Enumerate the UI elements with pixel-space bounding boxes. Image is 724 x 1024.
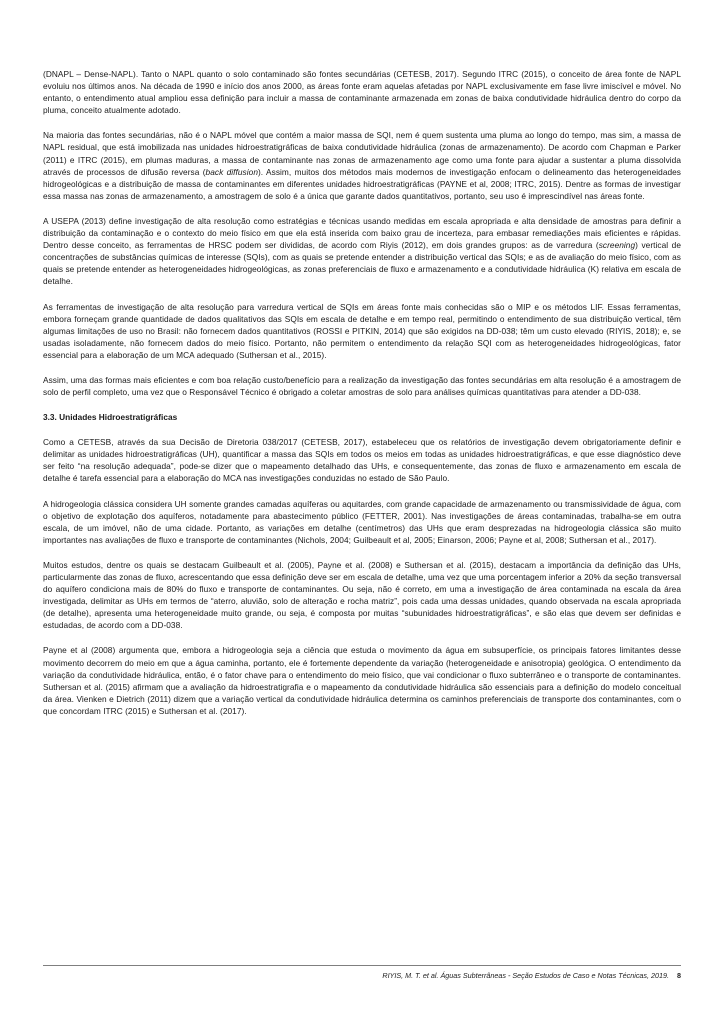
paragraph-8 [43,559,681,632]
paragraph-text: Na maioria das fontes secundárias, não é o NAPL móvel que contém a maior massa de SQI, nem é quem sustenta uma pluma ao longo do tempo, mas sim, a massa de NAPL residual, que está imobilizada nas unidades hidroestratigráficas de baixa condutividade hidráulica (zonas de armazenamento). De acordo com Chapman e Parker (2011) e ITRC (2015), em plumas maduras, a massa de contaminante nas zonas de armazenamento age como uma fonte para ajudar a sustentar a pluma dissolvida através de processos de difusão reversa ( [43,130,681,177]
footer-divider [43,965,681,966]
italic-term: screening [598,240,636,251]
paragraph-text: A USEPA (2013) define investigação de alta resolução como estratégias e técnicas usando medidas em escala apropriada e alta densidade de amostras para definir a distribuição da contaminação e o contexto do meio físico em que ela está inserida com baixo grau de incerteza, para embasar remediações mais eficientes e rápidas. Dentro desse conceito, as ferramentas de HRSC podem ser divididas, de acordo com Riyis (2012), em dois grandes grupos: as de varredura ( [43,215,681,251]
page-number: 8 [677,971,681,980]
paragraph-text: Muitos estudos, dentre os quais se destacam Guilbeault et al. (2005), Payne et al. (2008) e Suthersan et al. (2015), destacam a importância da definição das UHs, particularmente das zonas de fluxo, acrescentando que essa definição deve ser em escala de detalhe, uma vez que uma porcentagem inferior a 20% da seção transversal do aquífero condiciona mais de 80% do fluxo e transporte de contaminantes. Ou seja, não é correto, em uma a investigação de área contaminada na escala da área investigada, delimitar as UHs em termos de “aterro, aluvião, solo de alteração e rocha matriz”, pois cada uma dessas unidades, quando observada na escala apropriada (de detalhe), apresenta uma heterogeneidade muito grande, ou seja, é composta por muitas “subunidades hidroestratigráficas”, e são elas que devem ser definidas e estudadas, de acordo com a DD-038. [43,559,681,631]
paragraph-9 [43,644,681,717]
paragraph-2 [43,129,681,202]
paragraph-text: As ferramentas de investigação de alta resolução para varredura vertical de SQIs em áreas fonte mais conhecidas são o MIP e os métodos LIF. Essas ferramentas, embora forneçam grande quantidade de dados qualitativos das SQIs em escala de detalhe e em tempo real, permitindo o entendimento de sua distribuição vertical, têm algumas limitações de uso no Brasil: não fornecem dados quantitativos (ROSSI e PITKIN, 2014) que são exigidos na DD-038; têm um custo elevado (RIYIS, 2018); e, se usadas isoladamente, não fornecem dados do meio físico. Portanto, não permitem o entendimento da relação SQI com as heterogeneidades hidrogeológicas, fator essencial para a elaboração de um MCA adequado (Suthersan et al., 2015). [43,301,681,360]
paragraph-text: ). Assim, muitos dos métodos mais modernos de investigação enfocam o delineamento das heterogeneidades hidrogeológicas e a distribuição de massa de contaminantes em diferentes unidades hidroestratigráficas (PAYNE et al, 2008; ITRC, 2015). Dentre as formas de investigar essa massa nas zonas de armazenamento, a amostragem de solo é a única que garante dados quantitativos, portanto, seu uso é imprescindível nas áreas fonte. [43,166,682,201]
paragraph-4 [43,301,681,361]
paragraph-text: A hidrogeologia clássica considera UH somente grandes camadas aquíferas ou aquitardes, com grande capacidade de armazenamento ou transmissividade de água, com o objetivo de explotação dos aquíferos, notadamente para abastecimento público (FETTER, 2001). Nas investigações de áreas contaminadas, trabalha-se em outra escala, de um imóvel, não de uma cidade. Portanto, as variações em detalhe (centímetros) das UHs que eram desprezadas na hidrogeologia clássica são muito importantes nas avaliações de fluxo e transporte de contaminantes (Nichols, 2004; Guilbeault et al, 2005; Einarson, 2006; Payne et al, 2008; Suthersan et al., 2017). [43,498,681,545]
paragraph-text: Como a CETESB, através da sua Decisão de Diretoria 038/2017 (CETESB, 2017), estabeleceu que os relatórios de investigação devem obrigatoriamente definir e delimitar as unidades hidroestratigráficas (UH), quantificar a massa das SQIs em todos os meios em todas as unidades hidroestratigráficas, e que esse diagnóstico deve ser feito “na resolução adequada”, pode-se dizer que o mapeamento detalhado das UHs, e consequentemente, das zonas de fluxo e armazenamento em escala de detalhe é tarefa essencial para a elaboração do MCA nas investigações conduzidas no estado de São Paulo. [43,437,681,484]
paragraph-3 [43,215,681,288]
section-heading: 3.3. Unidades Hidroestratigráficas [43,412,178,423]
paragraph-text: ) vertical de concentrações de substâncias químicas de interesse (SQIs), com as quais se pretende entender a distribuição vertical das SQIs; e as de avaliação do meio físico, com as quais se pretende entender as heterogeneidades hidrogeológicas, as zonas preferenciais de fluxo e armazenamento e a condutividade hidráulica (K) relativa em escala de detalhe. [43,240,681,287]
paragraph-7 [43,498,681,546]
paragraph-text: Payne et al (2008) argumenta que, embora a hidrogeologia seja a ciência que estuda o movimento da água em subsuperfície, os principais fatores limitantes desse movimento decorrem do meio em que a água caminha, portanto, ele é fortemente dependente da variação (heterogeneidade e anisotropia) geológica. O entendimento da variação da condutividade hidráulica, então, é o fator chave para o entendimento do meio físico, que vai condicionar o fluxo subterrâneo e o transporte de contaminantes. Suthersan et al. (2015) afirmam que a avaliação da hidroestratigrafia e o mapeamento da condutividade hidráulica são essenciais para a definição do modelo conceitual da área. Vienken e Dietrich (2011) dizem que a variação vertical da condutividade hidráulica determina os caminhos preferenciais de transporte dos contaminantes, com o que concordam ITRC (2015) e Suthersan et al. (2017). [43,645,681,716]
paragraph-text: (DNAPL – Dense-NAPL). Tanto o NAPL quanto o solo contaminado são fontes secundárias (CETESB, 2017). Segundo ITRC (2015), o conceito de área fonte de NAPL evoluiu nos últimos anos. Na década de 1990 e início dos anos 2000, as áreas fonte eram aquelas afetadas por NAPL exclusivamente em fase livre imiscível e móvel. No entanto, o entendimento atual ampliou essa definição para incluir a massa de contaminante armazenada em zonas de baixa condutividade hidráulica dentro do corpo da pluma, conceito atualmente adotado. [43,69,681,116]
footer-citation: RIYIS, M. T. et al. Águas Subterrâneas - Seção Estudos de Caso e Notas Técnicas, 2019. [382,971,669,980]
paragraph-1 [43,68,681,116]
italic-term: back diffusion [205,166,258,177]
paragraph-6 [43,436,681,484]
article-body [43,68,681,730]
page-footer [43,971,681,981]
paragraph-5 [43,374,681,398]
paragraph-text: Assim, uma das formas mais eficientes e com boa relação custo/benefício para a realização da investigação das fontes secundárias em alta resolução é a amostragem de solo de perfil completo, uma vez que o Responsável Técnico é obrigado a coletar amostras de solo para análises químicas quantitativas para atender a DD-038. [43,374,681,398]
